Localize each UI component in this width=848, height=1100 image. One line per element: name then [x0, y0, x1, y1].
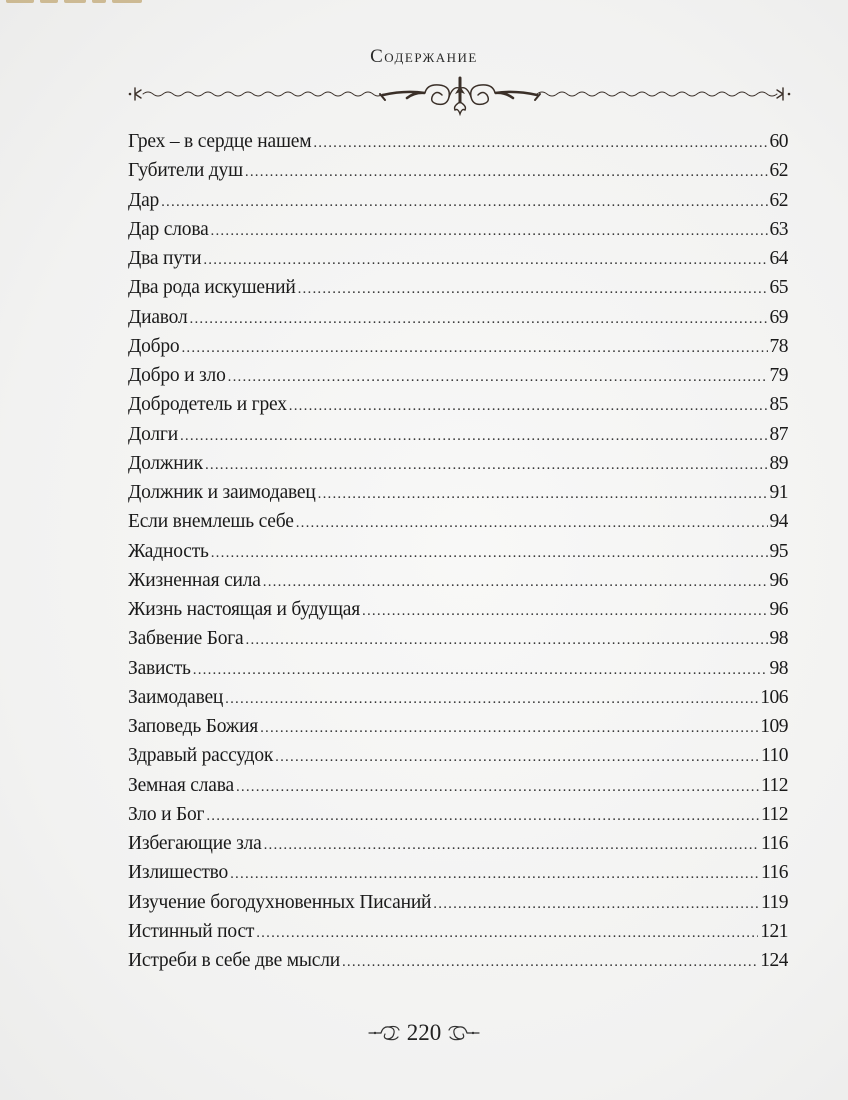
toc-entry[interactable] [128, 244, 788, 273]
toc-dot-leader [161, 188, 767, 215]
toc-dot-leader [205, 451, 768, 478]
toc-entry-title: Земная слава [128, 774, 234, 796]
toc-entry-page: 109 [760, 716, 788, 737]
toc-entry-page: 96 [769, 569, 788, 591]
toc-entry-page: 94 [769, 511, 788, 533]
toc-entry-title: Заповедь Божия [128, 716, 259, 737]
toc-entry[interactable] [128, 888, 788, 917]
toc-dot-leader [256, 919, 758, 946]
toc-dot-leader [289, 392, 768, 419]
cropped-header-fragment [6, 0, 156, 4]
divider-right-wave [537, 92, 777, 96]
toc-entry-page: 69 [769, 306, 788, 328]
toc-entry-title: Грех – в сердце нашем [128, 131, 312, 152]
toc-dot-leader [264, 831, 759, 858]
toc-dot-leader [245, 158, 768, 185]
toc-entry-title: Зависть [128, 657, 191, 679]
toc-entry[interactable] [128, 127, 788, 156]
toc-dot-leader [206, 802, 759, 829]
toc-entry-page: 95 [769, 540, 788, 562]
toc-entry-page: 60 [769, 131, 788, 152]
toc-entry[interactable] [128, 332, 788, 361]
toc-entry[interactable] [128, 858, 788, 887]
toc-dot-leader [211, 217, 768, 244]
toc-entry[interactable] [128, 771, 788, 800]
toc-entry-title: Два рода искушений [128, 277, 296, 299]
toc-entry[interactable] [128, 800, 788, 829]
toc-entry-title: Жизненная сила [128, 569, 261, 591]
flourish-right-icon [447, 1022, 481, 1044]
toc-entry-title: Изучение богодухновенных Писаний [128, 891, 432, 913]
toc-entry[interactable] [128, 741, 788, 770]
toc-entry[interactable] [128, 917, 788, 946]
toc-entry-page: 89 [769, 452, 788, 474]
toc-entry-title: Истреби в себе две мысли [128, 950, 340, 971]
page-folio [0, 1020, 848, 1046]
toc-entry-title: Здравый рассудок [128, 745, 274, 767]
toc-entry-title: Должник [128, 452, 203, 474]
toc-entry-page: 119 [760, 891, 788, 913]
toc-entry[interactable] [128, 361, 788, 390]
toc-entry[interactable] [128, 654, 788, 683]
ornamental-divider-icon [125, 76, 795, 118]
toc-entry-title: Добро [128, 335, 180, 357]
toc-entry[interactable] [128, 683, 788, 712]
toc-entry[interactable] [128, 566, 788, 595]
toc-entry[interactable] [128, 420, 788, 449]
toc-dot-leader [181, 334, 767, 361]
toc-entry[interactable] [128, 156, 788, 185]
toc-dot-leader [190, 305, 768, 332]
toc-dot-leader [193, 656, 768, 683]
toc-entry-page: 116 [760, 833, 788, 854]
toc-entry-page: 78 [769, 335, 788, 357]
toc-entry[interactable] [128, 507, 788, 536]
toc-dot-leader [230, 860, 759, 887]
toc-entry-page: 65 [769, 277, 788, 299]
toc-dot-leader [275, 743, 759, 770]
toc-dot-leader [318, 480, 768, 507]
toc-entry[interactable] [128, 186, 788, 215]
toc-entry-title: Долги [128, 423, 178, 445]
toc-dot-leader [211, 539, 768, 566]
toc-entry-title: Зло и Бог [128, 803, 205, 825]
toc-dot-leader [362, 597, 767, 624]
toc-dot-leader [236, 773, 759, 800]
divider-right-cap-icon [777, 88, 790, 100]
toc-entry-title: Жадность [128, 540, 209, 562]
toc-dot-leader [246, 626, 768, 653]
toc-entry-page: 121 [760, 920, 788, 942]
toc-entry-page: 98 [769, 628, 788, 650]
toc-entry-title: Дар слова [128, 218, 209, 240]
toc-entry-page: 87 [769, 423, 788, 445]
page-number: 220 [406, 1020, 442, 1045]
toc-dot-leader [296, 509, 768, 536]
toc-entry-title: Жизнь настоящая и будущая [128, 599, 361, 620]
toc-entry-page: 96 [769, 599, 788, 620]
toc-entry-title: Два пути [128, 248, 202, 269]
toc-entry-page: 110 [760, 745, 788, 767]
toc-entry[interactable] [128, 595, 788, 624]
toc-entry-page: 124 [760, 950, 788, 971]
toc-entry[interactable] [128, 829, 788, 858]
toc-entry-title: Добро и зло [128, 365, 226, 386]
toc-dot-leader [313, 129, 767, 156]
toc-entry[interactable] [128, 303, 788, 332]
toc-entry-title: Губители душ [128, 160, 243, 182]
toc-entry-page: 62 [769, 189, 788, 211]
toc-entry-page: 62 [769, 160, 788, 182]
toc-entry[interactable] [128, 624, 788, 653]
table-of-contents [128, 127, 788, 975]
toc-entry-title: Забвение Бога [128, 628, 244, 650]
toc-entry[interactable] [128, 478, 788, 507]
toc-entry-title: Добродетель и грех [128, 394, 287, 416]
toc-entry-page: 116 [760, 862, 788, 884]
toc-entry-page: 106 [760, 686, 788, 708]
section-title: Содержание [370, 46, 478, 67]
toc-dot-leader [180, 422, 768, 449]
toc-entry[interactable] [128, 449, 788, 478]
flourish-left-icon [367, 1022, 401, 1044]
toc-dot-leader [225, 685, 758, 712]
toc-entry-title: Заимодавец [128, 686, 224, 708]
toc-entry-title: Диавол [128, 306, 188, 328]
toc-entry-page: 64 [769, 248, 788, 269]
toc-dot-leader [263, 568, 768, 595]
toc-dot-leader [433, 890, 759, 917]
toc-entry-title: Должник и заимодавец [128, 482, 316, 503]
toc-entry-title: Излишество [128, 862, 229, 884]
toc-entry[interactable] [128, 712, 788, 741]
toc-entry[interactable] [128, 946, 788, 975]
divider-left-cap-icon [129, 88, 141, 100]
toc-entry-title: Если внемлешь себе [128, 511, 294, 533]
toc-entry[interactable] [128, 273, 788, 302]
divider-left-wave [143, 92, 383, 96]
toc-entry-title: Дар [128, 189, 160, 211]
toc-entry-page: 85 [769, 394, 788, 416]
toc-entry[interactable] [128, 390, 788, 419]
toc-entry-page: 112 [760, 803, 788, 825]
toc-entry-page: 63 [769, 218, 788, 240]
toc-entry[interactable] [128, 215, 788, 244]
toc-entry-page: 98 [769, 657, 788, 679]
toc-dot-leader [203, 246, 767, 273]
toc-dot-leader [342, 948, 758, 975]
toc-entry[interactable] [128, 537, 788, 566]
toc-dot-leader [228, 363, 768, 390]
toc-entry-title: Избегающие зла [128, 833, 262, 854]
toc-entry-page: 112 [760, 774, 788, 796]
toc-dot-leader [298, 275, 768, 302]
toc-entry-page: 91 [769, 482, 788, 503]
toc-dot-leader [260, 714, 758, 741]
toc-entry-page: 79 [769, 365, 788, 386]
toc-entry-title: Истинный пост [128, 920, 255, 942]
